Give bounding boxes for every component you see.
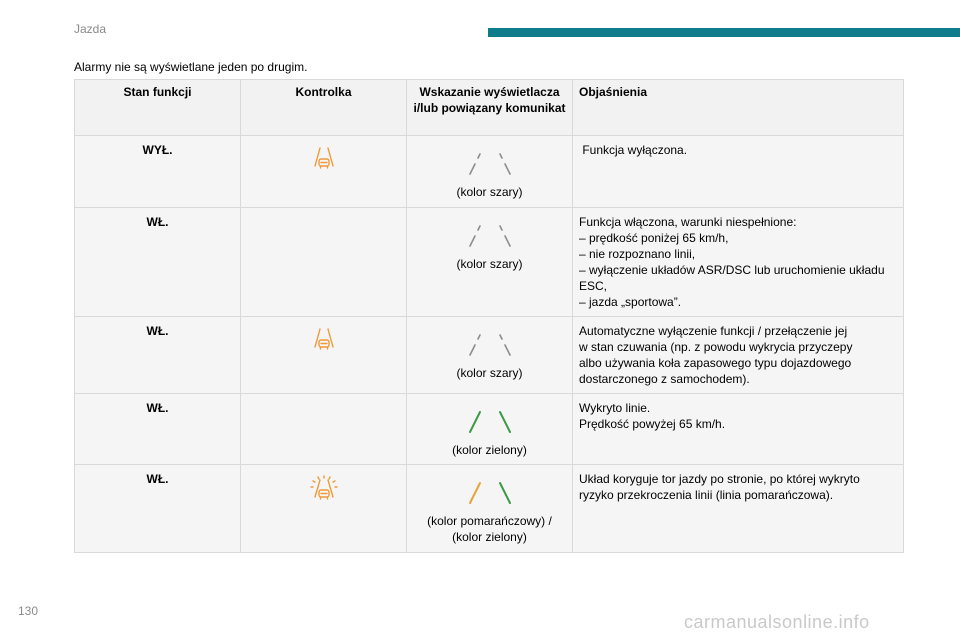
explanation-line: – nie rozpoznano linii, — [579, 247, 696, 261]
explanation-line: – prędkość poniżej 65 km/h, — [579, 231, 729, 245]
lane-lines-grey-dashed-icon — [462, 150, 518, 178]
explanation-line: – jazda „sportowa”. — [579, 295, 682, 309]
lane-lines-orange-green-icon — [462, 479, 518, 507]
table-row — [75, 465, 904, 553]
display-color-note: (kolor pomarańczowy) / (kolor zielony) — [427, 514, 552, 544]
table-row — [75, 208, 904, 317]
explanation-line: Wykryto linie. — [579, 401, 651, 415]
intro-text: Alarmy nie są wyświetlane jeden po drugim. — [74, 60, 308, 74]
explanation-line: w stan czuwania (np. z powodu wykrycia przyczepy — [579, 340, 853, 354]
lane-lines-grey-dashed-icon — [462, 222, 518, 250]
explanation-line: Funkcja włączona, warunki niespełnione: — [579, 215, 797, 229]
explanation-line: dostarczonego z samochodem). — [579, 372, 750, 386]
lamp-cell-empty — [241, 394, 407, 465]
state-cell: WŁ. — [75, 465, 241, 553]
header-explanation: Objaśnienia — [573, 80, 904, 136]
display-color-note: (kolor zielony) — [452, 443, 527, 457]
explanation-line: Układ koryguje tor jazdy po stronie, po której wykryto — [579, 472, 860, 486]
table-row — [75, 394, 904, 465]
table-row — [75, 136, 904, 208]
header-lamp: Kontrolka — [241, 80, 407, 136]
lane-lines-grey-dashed-icon — [462, 331, 518, 359]
state-cell: WŁ. — [75, 208, 241, 317]
page-number: 130 — [18, 604, 39, 618]
state-cell: WYŁ. — [75, 136, 241, 208]
header-section-title: Jazda — [74, 22, 107, 36]
explanation-line: Automatyczne wyłączenie funkcji / przełączenie jej — [579, 324, 848, 338]
explanation-line: albo używania koła zapasowego typu dojazdowego — [579, 356, 852, 370]
lane-assist-active-icon — [309, 475, 339, 503]
table-row — [75, 317, 904, 394]
lane-assist-warning-icon — [312, 146, 336, 172]
state-cell: WŁ. — [75, 394, 241, 465]
table-header-row — [75, 80, 904, 136]
header-accent-bar — [488, 28, 960, 37]
state-cell: WŁ. — [75, 317, 241, 394]
lamp-cell-empty — [241, 208, 407, 317]
explanation-line: Prędkość powyżej 65 km/h. — [579, 417, 726, 431]
lane-assist-warning-icon — [312, 327, 336, 353]
display-color-note: (kolor szary) — [456, 366, 523, 380]
header-state: Stan funkcji — [75, 80, 241, 136]
lane-lines-green-icon — [462, 408, 518, 436]
display-color-note: (kolor szary) — [456, 257, 523, 271]
watermark: carmanualsonline.info — [684, 612, 870, 632]
explanation-line: Funkcja wyłączona. — [579, 143, 688, 157]
alarm-table — [74, 79, 904, 553]
display-color-note: (kolor szary) — [456, 185, 523, 199]
explanation-line: – wyłączenie układów ASR/DSC lub uruchomienie układu ESC, — [579, 263, 885, 293]
explanation-line: ryzyko przekroczenia linii (linia pomarańczowa). — [579, 488, 834, 502]
header-display: Wskazanie wyświetlacza i/lub powiązany komunikat — [407, 80, 573, 136]
